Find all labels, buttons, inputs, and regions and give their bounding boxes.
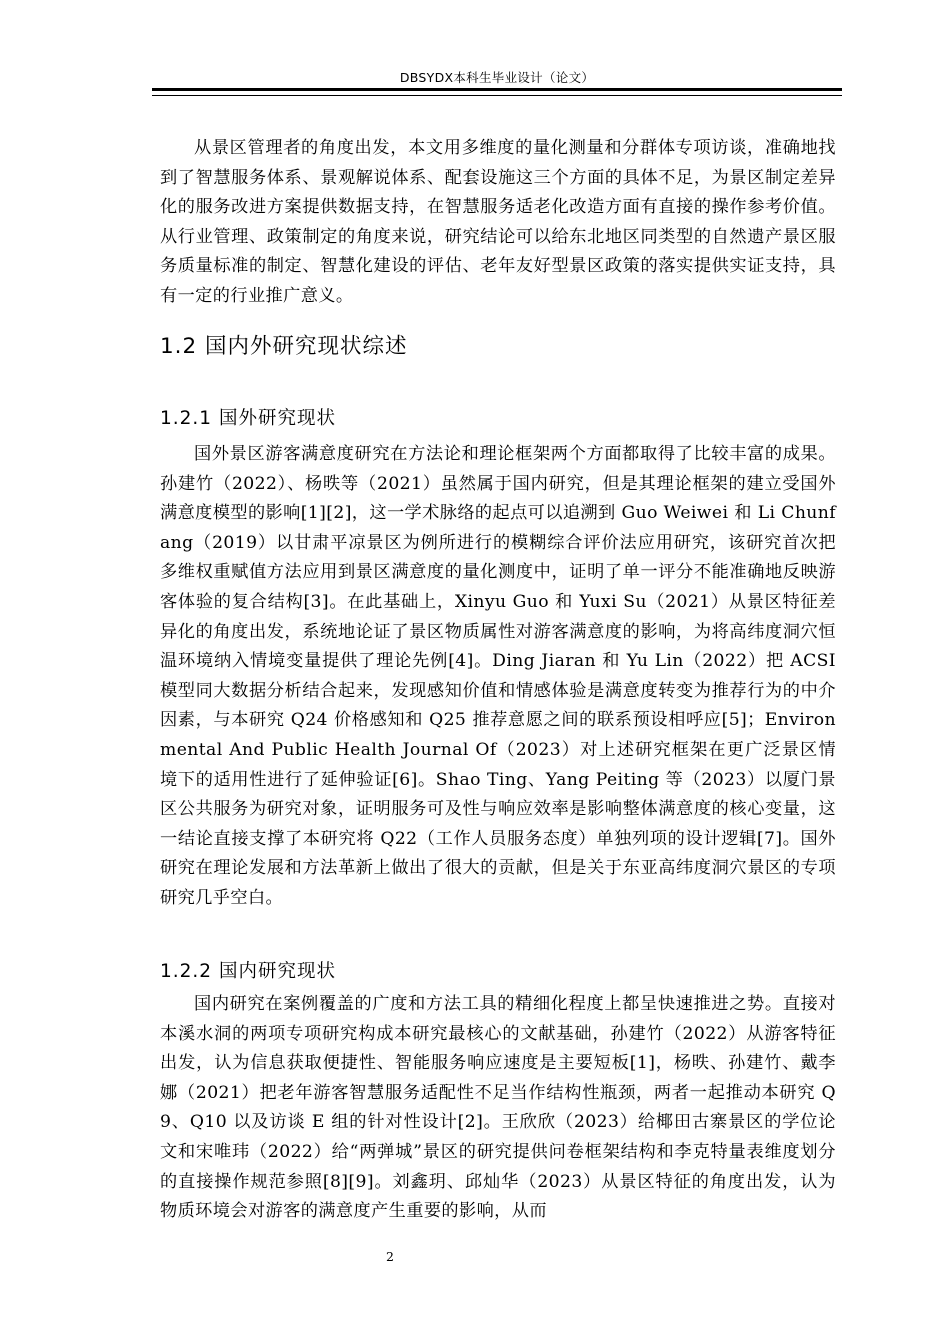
page-number: 2 [386, 1249, 394, 1264]
running-header: DBSYDX本科生毕业设计（论文） [399, 70, 595, 85]
paragraph-foreign-research: 国外景区游客满意度研究在方法论和理论框架两个方面都取得了比较丰富的成果。孙建竹（2022）、杨昳等（2021）虽然属于国内研究，但是其理论框架的建立受国外满意度模型的影响[1][2]，这一学术脉络的起点可以追溯到 Guo Weiwei 和 Li Chunfang（2019）以甘肃平凉景区为例所进行的模糊综合评价法应用研究，该研究首次把多维权重赋值方法应用到景区满意度的量化测度中，证明了单一评分不能准确地反映游客体验的复合结构[3]。在此基础上，Xinyu Guo 和 Yuxi Su（2021）从景区特征差异化的角度出发，系统地论证了景区物质属性对游客满意度的影响，为将高纬度洞穴恒温环境纳入情境变量提供了理论先例[4]。Ding Jiaran 和 Yu Lin（2022）把 ACSI 模型同大数据分析结合起来，发现感知价值和情感体验是满意度转变为推荐行为的中介因素，与本研究 Q24 价格感知和 Q25 推荐意愿之间的联系预设相呼应[5]；Environmental And Public Health Journal Of（2023）对上述研究框架在更广泛景区情境下的适用性进行了延伸验证[6]。Shao Ting、Yang Peiting 等（2023）以厦门景区公共服务为研究对象，证明服务可及性与响应效率是影响整体满意度的核心变量，这一结论直接支撑了本研究将 Q22（工作人员服务态度）单独列项的设计逻辑[7]。国外研究在理论发展和方法革新上做出了很大的贡献，但是关于东亚高纬度洞穴景区的专项研究几乎空白。 [160, 444, 837, 908]
section-heading-1-2-2: 1.2.2 国内研究现状 [160, 961, 336, 982]
section-heading-1-2-1: 1.2.1 国外研究现状 [160, 408, 336, 429]
paragraph-domestic-research: 国内研究在案例覆盖的广度和方法工具的精细化程度上都呈快速推进之势。直接对本溪水洞的两项专项研究构成本研究最核心的文献基础，孙建竹（2022）从游客特征出发，认为信息获取便捷性、智能服务响应速度是主要短板[1]，杨昳、孙建竹、戴李娜（2021）把老年游客智慧服务适配性不足当作结构性瓶颈，两者一起推动本研究 Q9、Q10 以及访谈 E 组的针对性设计[2]。王欣欣（2023）给椰田古寨景区的学位论文和宋唯玮（2022）给“两弹城”景区的研究提供问卷框架结构和李克特量表维度划分的直接操作规范参照[8][9]。刘鑫玥、邱灿华（2023）从景区特征的角度出发，认为物质环境会对游客的满意度产生重要的影响，从而 [160, 994, 836, 1222]
paragraph-significance: 从景区管理者的角度出发，本文用多维度的量化测量和分群体专项访谈，准确地找到了智慧服务体系、景观解说体系、配套设施这三个方面的具体不足，为景区制定差异化的服务改进方案提供数据支持，在智慧服务适老化改造方面有直接的操作参考价值。从行业管理、政策制定的角度来说，研究结论可以给东北地区同类型的自然遗产景区服务质量标准的制定、智慧化建设的评估、老年友好型景区政策的落实提供实证支持，具有一定的行业推广意义。 [160, 138, 836, 306]
header-rule-thick [152, 88, 842, 91]
section-heading-1-2: 1.2 国内外研究现状综述 [160, 334, 408, 359]
header-rule-thin [152, 95, 842, 96]
